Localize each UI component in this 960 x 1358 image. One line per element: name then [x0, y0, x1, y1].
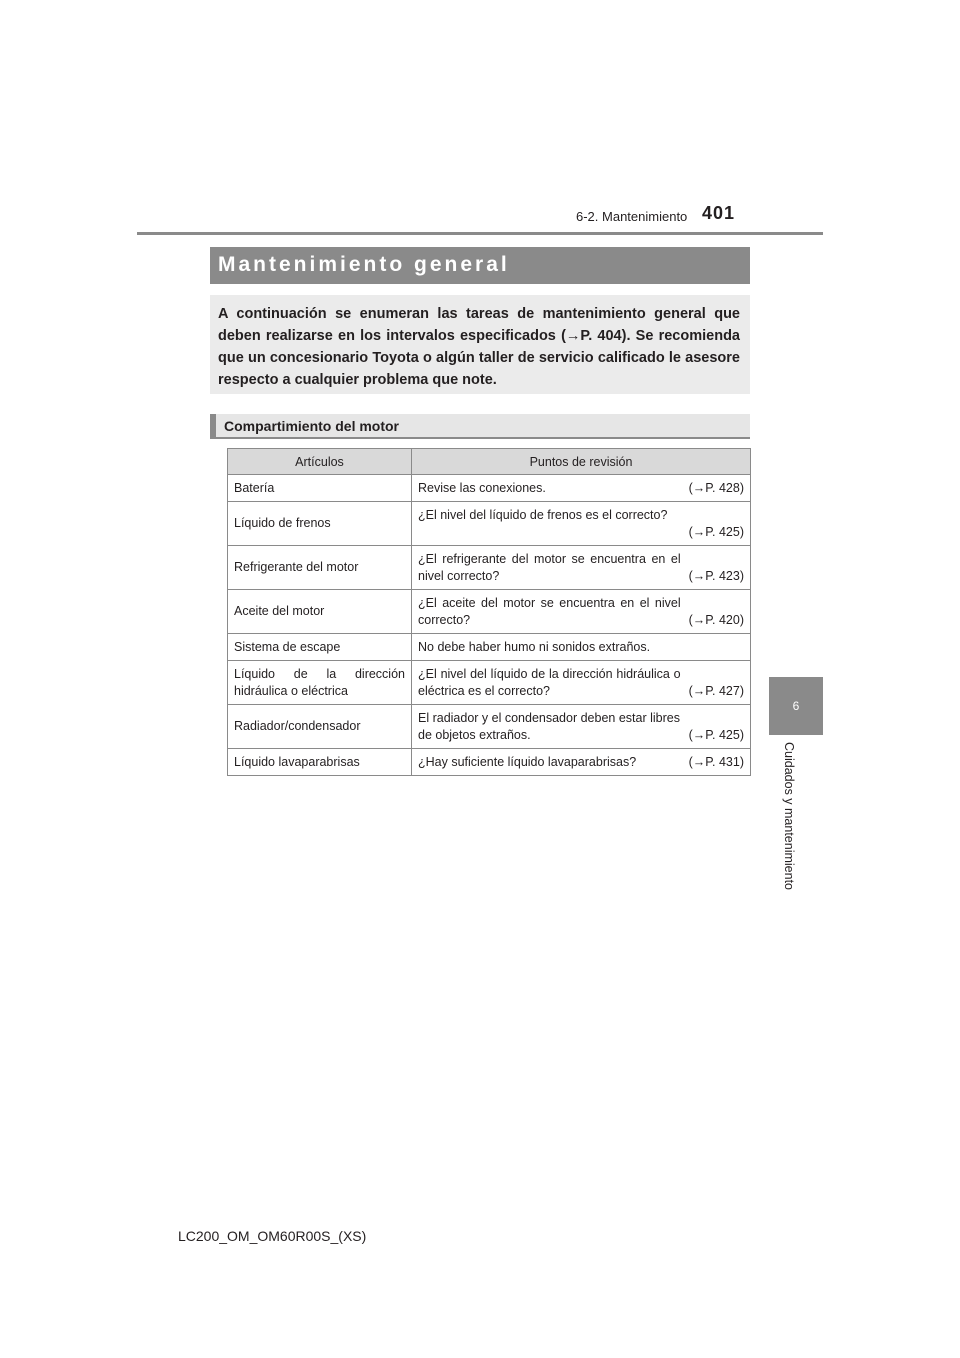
row-item: Líquido de la dirección hidráulica o eléctrica — [228, 661, 412, 705]
table-row — [228, 502, 751, 546]
page-reference[interactable]: (→P. 423) — [688, 568, 744, 583]
row-check-text: ¿El nivel del líquido de frenos es el correcto? — [418, 507, 668, 522]
row-check — [412, 475, 751, 502]
page-number: 401 — [702, 203, 736, 223]
row-item: Sistema de escape — [228, 634, 412, 661]
heading-accent-bar — [210, 414, 216, 439]
row-check-content: ¿El aceite del motor se encuentra en el nivel correcto? — [418, 595, 681, 627]
table-header-row — [228, 449, 751, 475]
header-rule — [137, 232, 823, 235]
row-check-content: ¿El nivel del líquido de la dirección hidráulica o eléctrica es el correcto? — [418, 666, 681, 698]
row-check — [412, 590, 751, 634]
row-check — [412, 661, 751, 705]
page-title: Mantenimiento general — [218, 253, 510, 276]
row-check-text — [418, 595, 744, 629]
row-item: Radiador/condensador — [228, 705, 412, 749]
page-reference[interactable]: (→P. 425) — [688, 727, 744, 742]
row-check-content: ¿El refrigerante del motor se encuentra en el nivel correcto? — [418, 551, 681, 583]
row-check-content: El radiador y el condensador deben estar libres de objetos extraños. — [418, 710, 680, 742]
row-check — [412, 502, 751, 546]
table-row — [228, 705, 751, 749]
page-reference[interactable]: (→P. 425) — [688, 524, 744, 539]
row-check-text — [418, 551, 744, 585]
page-reference[interactable]: (→P. 431) — [688, 754, 744, 769]
row-check-text — [418, 666, 744, 700]
section-heading-text: Compartimiento del motor — [224, 418, 400, 434]
table-row — [228, 546, 751, 590]
page-reference[interactable]: (→P. 427) — [688, 683, 744, 698]
page-reference[interactable]: (→P. 420) — [688, 612, 744, 627]
document-code: LC200_OM_OM60R00S_(XS) — [178, 1228, 367, 1244]
page-reference[interactable]: (→P. 428) — [688, 480, 744, 495]
table-row — [228, 661, 751, 705]
maintenance-table — [227, 448, 751, 776]
row-item: Refrigerante del motor — [228, 546, 412, 590]
chapter-label: Cuidados y mantenimiento — [782, 742, 796, 890]
section-heading — [210, 414, 750, 439]
table-row — [228, 475, 751, 502]
row-item: Líquido de frenos — [228, 502, 412, 546]
row-check — [412, 749, 751, 776]
column-header-items: Artículos — [228, 449, 412, 475]
chapter-number: 6 — [792, 699, 800, 713]
table-row — [228, 749, 751, 776]
intro-text: A continuación se enumeran las tareas de mantenimiento general que deben realizarse en los intervalos especificados (→P. 404). Se recomienda que un concesionario Toyota o algún taller de servicio calificado le asesore respecto a cualquier problema que note. — [218, 306, 740, 388]
table-row — [228, 590, 751, 634]
chapter-tab[interactable] — [769, 677, 823, 735]
section-title: 6-2. Mantenimiento — [576, 209, 688, 224]
row-item: Líquido lavaparabrisas — [228, 749, 412, 776]
row-check — [412, 705, 751, 749]
intro-box — [210, 295, 750, 394]
row-check — [412, 634, 751, 661]
row-check-text: ¿Hay suficiente líquido lavaparabrisas? — [418, 754, 637, 769]
row-item: Batería — [228, 475, 412, 502]
column-header-checkpoints: Puntos de revisión — [412, 449, 751, 475]
row-check — [412, 546, 751, 590]
row-item: Aceite del motor — [228, 590, 412, 634]
table-row — [228, 634, 751, 661]
title-banner — [210, 247, 750, 284]
row-check-text — [418, 710, 744, 744]
row-check-text: No debe haber humo ni sonidos extraños. — [418, 639, 651, 654]
row-check-text: Revise las conexiones. — [418, 480, 546, 495]
